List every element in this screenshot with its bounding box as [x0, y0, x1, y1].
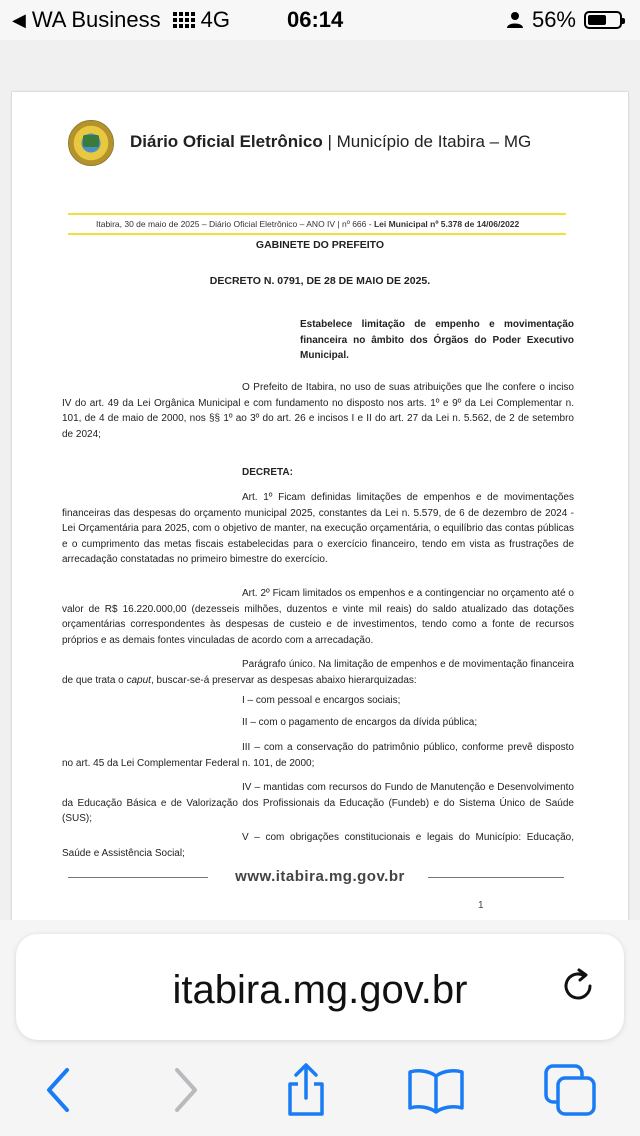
forward-button[interactable]: [156, 1060, 216, 1120]
tabs-button[interactable]: [540, 1060, 600, 1120]
signal-strength-icon: [173, 12, 195, 28]
chevron-right-icon: [171, 1066, 201, 1114]
document-page: [12, 92, 628, 920]
person-icon: [506, 11, 524, 29]
caput-term: caput: [126, 674, 151, 686]
url-text[interactable]: itabira.mg.gov.br: [172, 968, 468, 1012]
book-icon: [406, 1066, 466, 1114]
share-icon: [282, 1062, 330, 1118]
paragraph-text-b: , buscar-se-á preservar as despesas abaixo hierarquizadas:: [150, 674, 417, 686]
battery-icon: [584, 11, 622, 29]
status-bar: [0, 0, 640, 40]
municipal-seal-icon: [68, 120, 114, 166]
tabs-icon: [542, 1062, 598, 1118]
list-item: IV – mantidas com recursos do Fundo de Manutenção e Desenvolvimento da Educação Básica e de Valorização dos Profissionais da Educação (Fundeb) e do Sistema Único de Saúde (SUS);: [62, 782, 574, 824]
network-type: 4G: [200, 7, 230, 32]
article-1: Art. 1º Ficam definidas limitações de empenhos e de movimentações financeiras das despesas do orçamento municipal 2025, constantes da Lei n. 5.579, de 6 de dezembro de 2024 - Lei Orçamentária para 2025, com o objetivo de manter, na execução orçamentária, o equilíbrio das contas públicas e o cumprimento das metas fiscais estabelecidas para o exercício financeiro, tendo em vista as frustrações de arrecadação constatadas no primeiro bimestre do exercício.: [62, 492, 574, 565]
article-2: Art. 2º Ficam limitados os empenhos e a contingenciar no orçamento até o valor de R$ 16.220.000,00 (dezesseis milhões, duzentos e vinte mil reais) do saldo atualizado das dotações orçamentárias correspondentes às despesas de custeio e de investimentos, tendo como a fonte de recursos próprios e as demais fontes vinculadas de acordo com a arrecadação.: [62, 588, 574, 646]
decree-title: DECRETO N. 0791, DE 28 DE MAIO DE 2025.: [209, 275, 431, 287]
preamble-paragraph: O Prefeito de Itabira, no uso de suas atribuições que lhe confere o inciso IV do art. 49 da Lei Orgânica Municipal e com fundamento no disposto nos arts. 1º e 9º da Lei Complementar n. 101, de 4 de maio de 2000, nos §§ 1º ao 3º do art. 26 e incisos I e II do art. 27 da Lei n. 5.562, de 2 de setembro de 2024;: [62, 382, 574, 440]
section-title: GABINETE DO PREFEITO: [255, 239, 385, 251]
bookmarks-button[interactable]: [406, 1060, 466, 1120]
list-item: I – com pessoal e encargos sociais;: [242, 695, 401, 706]
list-item: III – com a conservação do patrimônio público, conforme prevê disposto no art. 45 da Lei Complementar Federal n. 101, de 2000;: [62, 742, 574, 769]
list-item: II – com o pagamento de encargos da dívida pública;: [242, 717, 478, 728]
edition-info: Itabira, 30 de maio de 2025 – Diário Oficial Eletrônico – ANO IV | nº 666 -: [96, 219, 374, 229]
reload-icon[interactable]: [558, 966, 598, 1006]
header-separator: |: [322, 132, 337, 151]
carrier-name[interactable]: WA Business: [31, 7, 161, 32]
page-number: 1: [478, 900, 484, 911]
document-viewer[interactable]: [0, 40, 640, 920]
battery-percent: 56%: [531, 7, 576, 32]
back-to-app-icon[interactable]: ◀: [12, 9, 26, 30]
paragraph-unico: [62, 657, 574, 688]
footer-website: www.itabira.mg.gov.br: [235, 868, 405, 885]
document-header: [130, 132, 531, 152]
gazette-title: Diário Oficial Eletrônico: [130, 132, 323, 151]
decree-summary: Estabelece limitação de empenho e movimentação financeira no âmbito dos Órgãos do Poder Executivo Municipal.: [300, 319, 574, 361]
address-bar[interactable]: [16, 934, 624, 1040]
header-rule-top: [68, 213, 566, 215]
paragraph-text-a: Parágrafo único. Na limitação de empenhos e de movimentação financeira de que trata o: [62, 659, 574, 686]
back-button[interactable]: [28, 1060, 88, 1120]
share-button[interactable]: [276, 1060, 336, 1120]
municipality-name: Município de Itabira – MG: [336, 132, 532, 151]
browser-bottom-bar: [0, 920, 640, 1136]
clock: 06:14: [287, 7, 344, 32]
law-reference: Lei Municipal nº 5.378 de 14/06/2022: [373, 219, 520, 229]
header-subline: [96, 219, 519, 229]
chevron-left-icon: [43, 1066, 73, 1114]
header-rule-bottom: [68, 233, 566, 235]
decreta-heading: DECRETA:: [242, 467, 293, 478]
list-item: V – com obrigações constitucionais e legais do Município: Educação, Saúde e Assistência Social;: [62, 832, 574, 859]
browser-toolbar: [0, 1050, 640, 1130]
